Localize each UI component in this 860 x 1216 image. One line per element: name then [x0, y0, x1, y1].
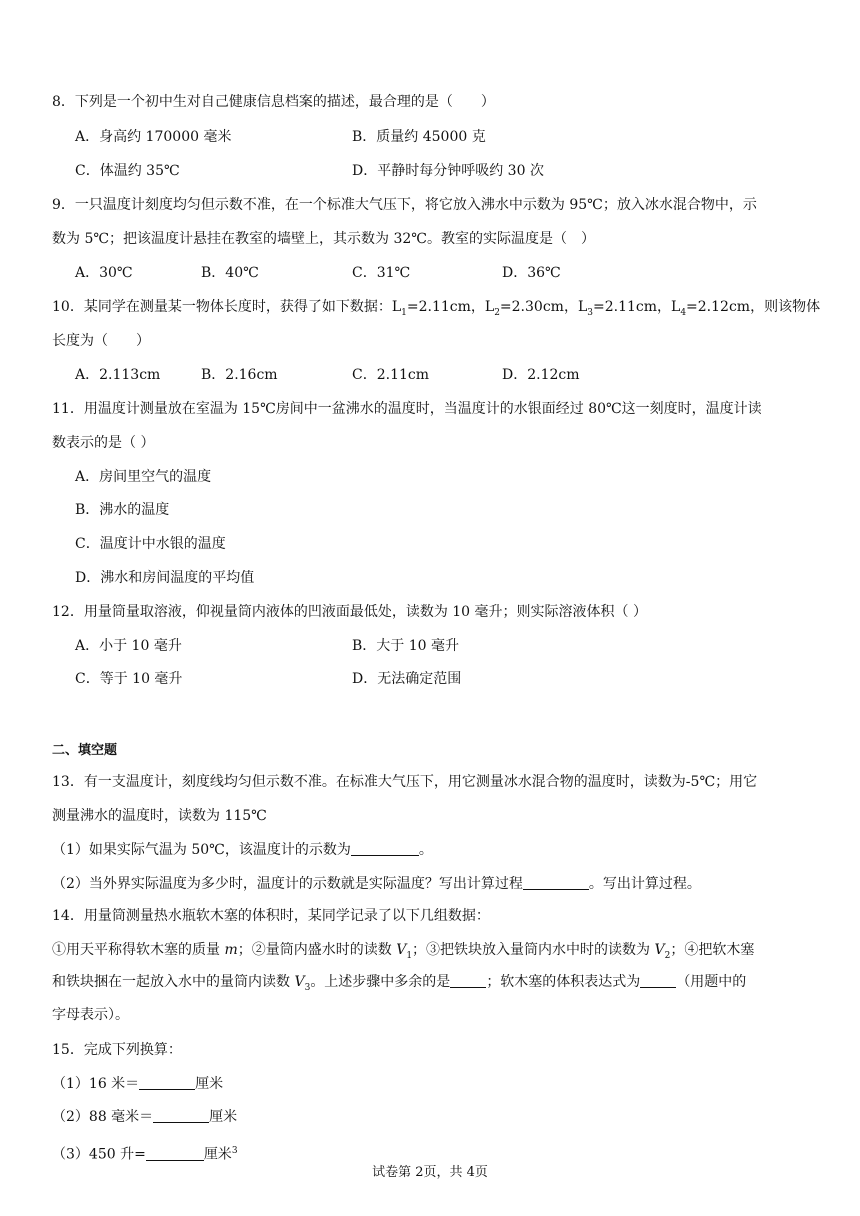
q10-text-4: =2.11cm，L	[592, 299, 681, 315]
q14-line2	[52, 972, 746, 998]
q13-stem-line2: 测量沸水的温度时，读数为 115℃	[52, 808, 267, 824]
q11-option-b: B．沸水的温度	[75, 502, 170, 518]
answer-blank[interactable]	[153, 1107, 209, 1123]
q15-part1	[52, 1074, 223, 1094]
q9-option-d: D．36℃	[502, 265, 561, 281]
q10-option-a: A．2.113cm	[75, 367, 161, 383]
q14-var-v1: V	[396, 942, 407, 958]
q14-step1: ①用天平称得软木塞的质量	[52, 942, 225, 958]
answer-blank[interactable]	[523, 874, 589, 890]
q12-stem: 12．用量筒量取溶液，仰视量筒内液体的凹液面最低处，读数为 10 毫升；则实际溶液体积（ ）	[52, 604, 647, 620]
q8-option-b: B．质量约 45000 克	[352, 129, 486, 145]
q15-part2-text: （2）88 毫米＝	[52, 1109, 154, 1125]
q11-stem-line1: 11．用温度计测量放在室温为 15℃房间中一盆沸水的温度时，当温度计的水银面经过 80℃这一刻度时，温度计读	[52, 401, 762, 417]
q14-step2: ；②量筒内盛水时的读数	[237, 942, 397, 958]
q14-sub-1: 1	[406, 950, 413, 961]
q10-sub-2: 2	[494, 307, 500, 318]
q10-sub-3: 3	[587, 307, 593, 318]
q14-stem: 14．用量筒测量热水瓶软木塞的体积时，某同学记录了以下几组数据：	[52, 908, 490, 924]
q13-part1-end: 。	[418, 842, 433, 858]
q14-step4-cont: 和铁块捆在一起放入水中的量筒内读数	[52, 974, 295, 990]
q10-text-3: =2.30cm，L	[499, 299, 588, 315]
q13-part1	[52, 840, 433, 860]
q14-var-m: m	[224, 942, 238, 958]
q10-option-d: D．2.12cm	[502, 367, 580, 383]
q12-option-a: A．小于 10 毫升	[75, 638, 182, 654]
q10-option-b: B．2.16cm	[201, 367, 278, 383]
q10-stem-line1	[52, 297, 820, 323]
q14-step3: ；③把铁块放入量筒内水中时的读数为	[412, 942, 655, 958]
q11-option-c: C．温度计中水银的温度	[75, 536, 226, 552]
q10-text-5: =2.12cm，则该物体	[686, 299, 821, 315]
section-title: 二、填空题	[52, 743, 118, 758]
q9-stem-line2: 数为 5℃；把该温度计悬挂在教室的墙壁上，其示数为 32℃。教室的实际温度是（ ）	[52, 231, 595, 247]
q14-question-b: ；软木塞的体积表达式为	[486, 974, 641, 990]
q15-part3-text: （3）450 升=	[52, 1146, 146, 1163]
q14-line3: 字母表示）。	[52, 1007, 129, 1023]
q14-step4: ；④把软木塞	[670, 942, 755, 958]
q9-option-b: B．40℃	[201, 265, 259, 281]
q13-part2-end: 。写出计算过程。	[588, 876, 701, 892]
q15-part1-text: （1）16 米＝	[52, 1076, 140, 1092]
q15-part3-sup: 3	[231, 1146, 238, 1156]
answer-blank[interactable]	[146, 1145, 204, 1161]
q14-sub-3: 3	[304, 982, 311, 993]
q12-option-b: B．大于 10 毫升	[352, 638, 460, 654]
q8-option-d: D．平静时每分钟呼吸约 30 次	[352, 163, 544, 179]
q13-part2-text: （2）当外界实际温度为多少时，温度计的示数就是实际温度？写出计算过程	[52, 876, 523, 892]
q9-stem-line1: 9．一只温度计刻度均匀但示数不准，在一个标准大气压下，将它放入沸水中示数为 95℃；放入冰水混合物中，示	[52, 197, 757, 213]
q8-option-a: A．身高约 170000 毫米	[75, 129, 232, 145]
answer-blank[interactable]	[640, 972, 676, 988]
answer-blank[interactable]	[351, 840, 419, 856]
q14-var-v3: V	[294, 974, 305, 990]
answer-blank[interactable]	[450, 972, 486, 988]
q12-option-d: D．无法确定范围	[352, 671, 462, 687]
q9-option-a: A．30℃	[75, 265, 133, 281]
page-footer: 试卷第 2页，共 4页	[372, 1165, 488, 1180]
q13-stem-line1: 13．有一支温度计，刻度线均匀但示数不准。在标准大气压下，用它测量冰水混合物的温度时，读数为-5℃；用它	[52, 774, 758, 790]
q15-stem: 15．完成下列换算：	[52, 1042, 182, 1058]
q14-sub-2: 2	[664, 950, 671, 961]
q15-part3-unit: 厘米	[203, 1146, 232, 1163]
q9-option-c: C．31℃	[352, 265, 411, 281]
q15-part2	[52, 1107, 237, 1127]
q8-option-c: C．体温约 35℃	[75, 163, 180, 179]
q15-part3	[52, 1141, 238, 1165]
q15-part2-unit: 厘米	[209, 1109, 238, 1125]
q14-line1	[52, 940, 754, 966]
q10-option-c: C．2.11cm	[352, 367, 429, 383]
q10-sub-1: 1	[401, 307, 407, 318]
q11-option-d: D．沸水和房间温度的平均值	[75, 570, 255, 586]
q11-stem-line2: 数表示的是（ ）	[52, 435, 155, 451]
q11-option-a: A．房间里空气的温度	[75, 469, 212, 485]
answer-blank[interactable]	[139, 1074, 195, 1090]
q13-part2	[52, 874, 701, 894]
q10-stem-line2: 长度为（ ）	[52, 333, 150, 349]
q15-part1-unit: 厘米	[195, 1076, 224, 1092]
q10-sub-4: 4	[680, 307, 687, 318]
q13-part1-text: （1）如果实际气温为 50℃，该温度计的示数为	[52, 842, 351, 858]
q10-text-2: =2.11cm，L	[406, 299, 495, 315]
q10-text-1: 10．某同学在测量某一物体长度时，获得了如下数据：L	[52, 299, 402, 315]
q14-question-c: （用题中的	[676, 974, 747, 990]
q14-var-v2: V	[654, 942, 665, 958]
q14-question-a: 。上述步骤中多余的是	[310, 974, 451, 990]
q12-option-c: C．等于 10 毫升	[75, 671, 183, 687]
q8-stem: 8．下列是一个初中生对自己健康信息档案的描述，最合理的是（ ）	[52, 94, 495, 110]
